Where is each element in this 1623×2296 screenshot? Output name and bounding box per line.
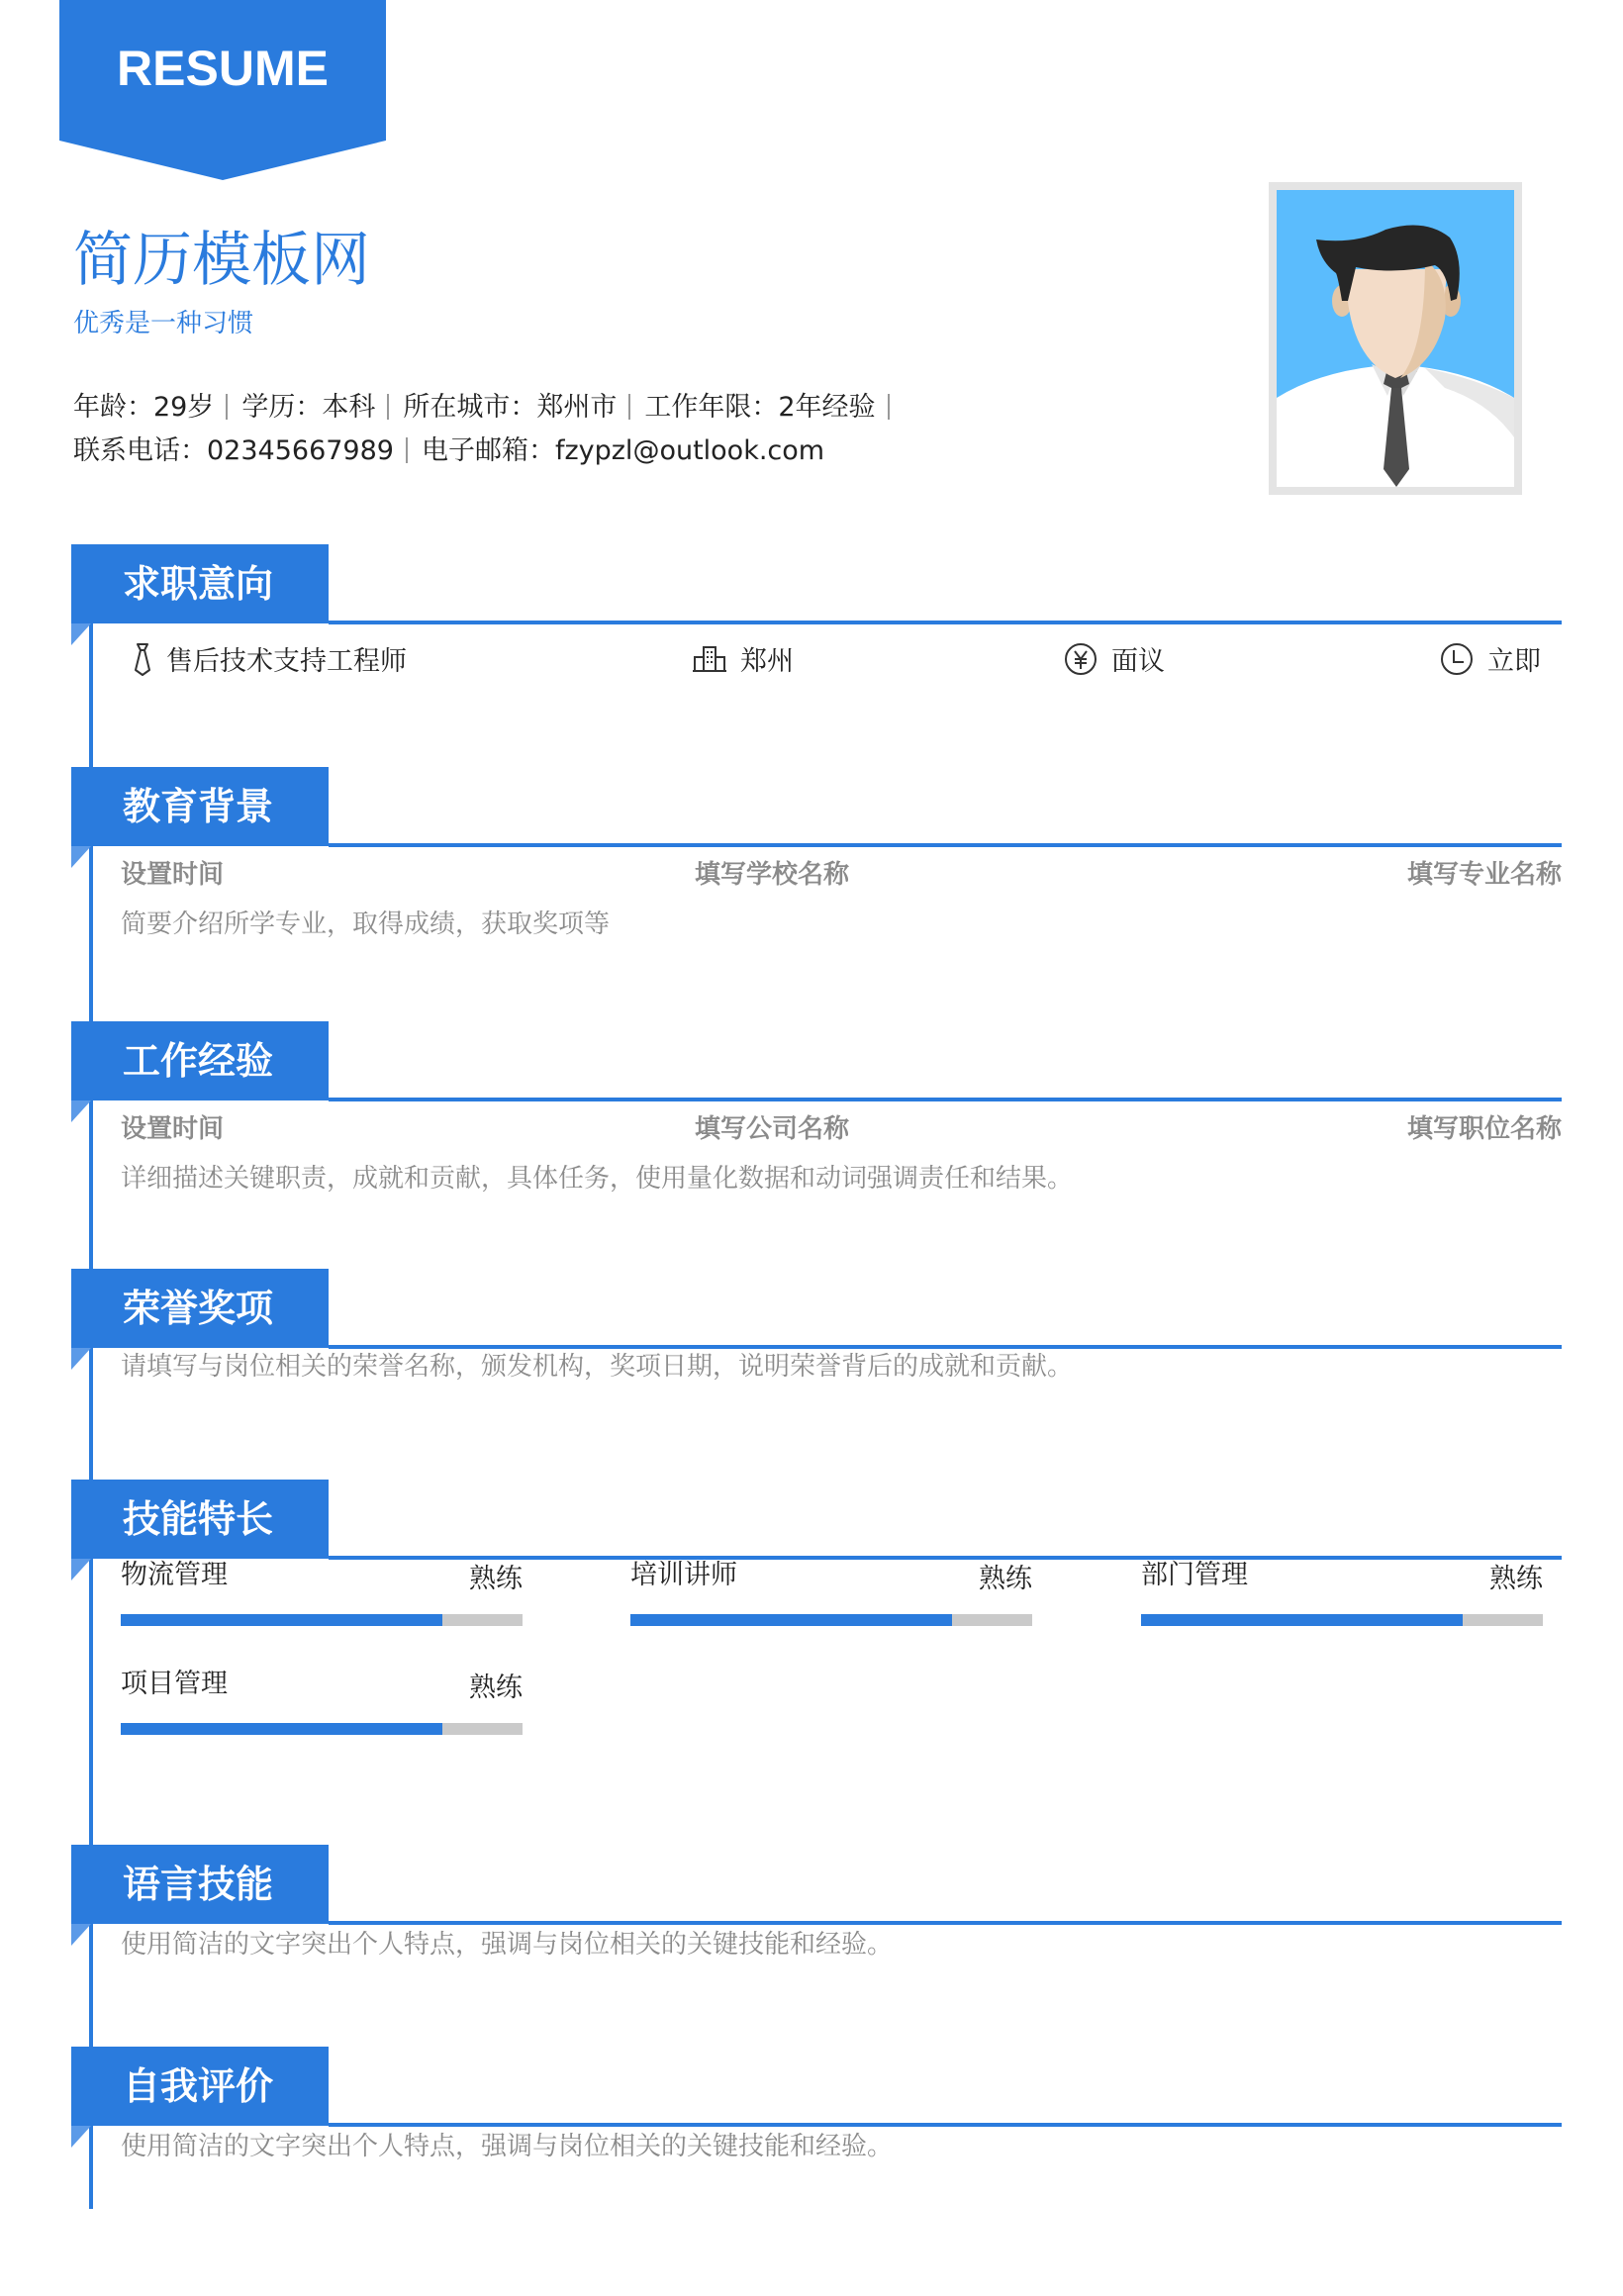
education-school: 填写学校名称: [695, 860, 850, 890]
info-line-2: [73, 433, 824, 469]
motto: 优秀是一种习惯: [73, 309, 254, 338]
work-company: 填写公司名称: [695, 1114, 850, 1144]
skill-progress-fill: [1141, 1614, 1463, 1626]
separator: [888, 394, 890, 420]
skill-item: 培训讲师 熟练: [630, 1559, 1032, 1648]
section-header: [71, 2047, 329, 2126]
section-title: 荣誉奖项: [123, 1287, 274, 1330]
self-eval-desc: 使用简洁的文字突出个人特点，强调与岗位相关的关键技能和经验。: [121, 2132, 894, 2161]
section-title: 求职意向: [123, 562, 274, 606]
section-education: [71, 767, 1562, 945]
tie-icon: [133, 642, 152, 676]
candidate-name: 简历模板网: [73, 226, 370, 295]
section-honors: [71, 1269, 1562, 1407]
section-language: [71, 1845, 1562, 1983]
skill-progress-bar: [121, 1614, 523, 1626]
info-experience: 工作年限：2年经验: [644, 392, 876, 423]
intent-row: [71, 639, 1562, 675]
separator: [628, 394, 630, 420]
resume-banner: [59, 0, 386, 180]
section-divider: [329, 1098, 1562, 1101]
avatar: [1277, 190, 1514, 487]
section-divider: [329, 1345, 1562, 1349]
section-header: [71, 544, 329, 623]
section-job-intent: [71, 544, 1562, 693]
profile-photo: [1269, 182, 1522, 495]
separator: [406, 437, 408, 463]
intent-availability: 立即: [1440, 639, 1541, 678]
section-title: 技能特长: [123, 1497, 274, 1541]
section-divider: [329, 2123, 1562, 2127]
skill-item: 部门管理 熟练: [1141, 1559, 1543, 1648]
education-desc: 简要介绍所学专业，取得成绩，获取奖项等: [121, 909, 611, 939]
section-header: [71, 1269, 329, 1348]
separator: [387, 394, 389, 420]
info-phone: 联系电话：02345667989: [73, 435, 394, 466]
intent-position: 售后技术支持工程师: [133, 639, 407, 678]
section-fold: [71, 1100, 91, 1122]
info-email: 电子邮箱：fzypzl@outlook.com: [421, 435, 825, 466]
skill-progress-bar: [1141, 1614, 1543, 1626]
section-fold: [71, 1924, 91, 1946]
info-city: 所在城市：郑州市: [403, 392, 618, 423]
info-line-1: [73, 390, 904, 426]
section-fold: [71, 2126, 91, 2148]
skill-progress-fill: [121, 1614, 442, 1626]
skill-progress-bar: [121, 1723, 523, 1735]
section-title: 自我评价: [123, 2064, 274, 2108]
skill-progress-bar: [630, 1614, 1032, 1626]
skill-progress-fill: [121, 1723, 442, 1735]
work-time: 设置时间: [121, 1114, 225, 1144]
intent-salary: 面议: [1064, 639, 1165, 678]
education-major: 填写专业名称: [1406, 860, 1562, 890]
skill-item: 物流管理 熟练: [121, 1559, 523, 1648]
section-header: [71, 1480, 329, 1559]
section-header: [71, 767, 329, 846]
section-header: [71, 1021, 329, 1100]
section-self-evaluation: [71, 2047, 1562, 2185]
section-title: 工作经验: [123, 1039, 274, 1083]
section-fold: [71, 1348, 91, 1370]
honors-desc: 请填写与岗位相关的荣誉名称，颁发机构，奖项日期，说明荣誉背后的成就和贡献。: [121, 1352, 1074, 1382]
yen-icon: [1064, 642, 1098, 676]
section-work: [71, 1021, 1562, 1199]
section-title: 教育背景: [123, 785, 274, 828]
education-header-row: [121, 854, 1562, 888]
separator: [226, 394, 228, 420]
work-position: 填写职位名称: [1406, 1114, 1562, 1144]
clock-icon: [1440, 642, 1474, 676]
section-divider: [329, 621, 1562, 624]
section-header: [71, 1845, 329, 1924]
skill-item: 项目管理 熟练: [121, 1668, 523, 1757]
intent-city: 郑州: [693, 639, 794, 678]
work-header-row: [121, 1108, 1562, 1142]
info-age: 年龄：29岁: [73, 392, 215, 423]
section-divider: [329, 843, 1562, 847]
section-fold: [71, 846, 91, 868]
skill-progress-fill: [630, 1614, 952, 1626]
section-title: 语言技能: [123, 1863, 274, 1906]
building-icon: [693, 645, 726, 673]
work-desc: 详细描述关键职责，成就和贡献，具体任务，使用量化数据和动词强调责任和结果。: [121, 1164, 1074, 1194]
info-education: 学历：本科: [241, 392, 376, 423]
banner-label: RESUME: [117, 41, 329, 96]
section-skills: [71, 1480, 1562, 1776]
section-divider: [329, 1921, 1562, 1925]
education-time: 设置时间: [121, 860, 225, 890]
language-desc: 使用简洁的文字突出个人特点，强调与岗位相关的关键技能和经验。: [121, 1930, 894, 1960]
section-fold: [71, 1559, 91, 1580]
